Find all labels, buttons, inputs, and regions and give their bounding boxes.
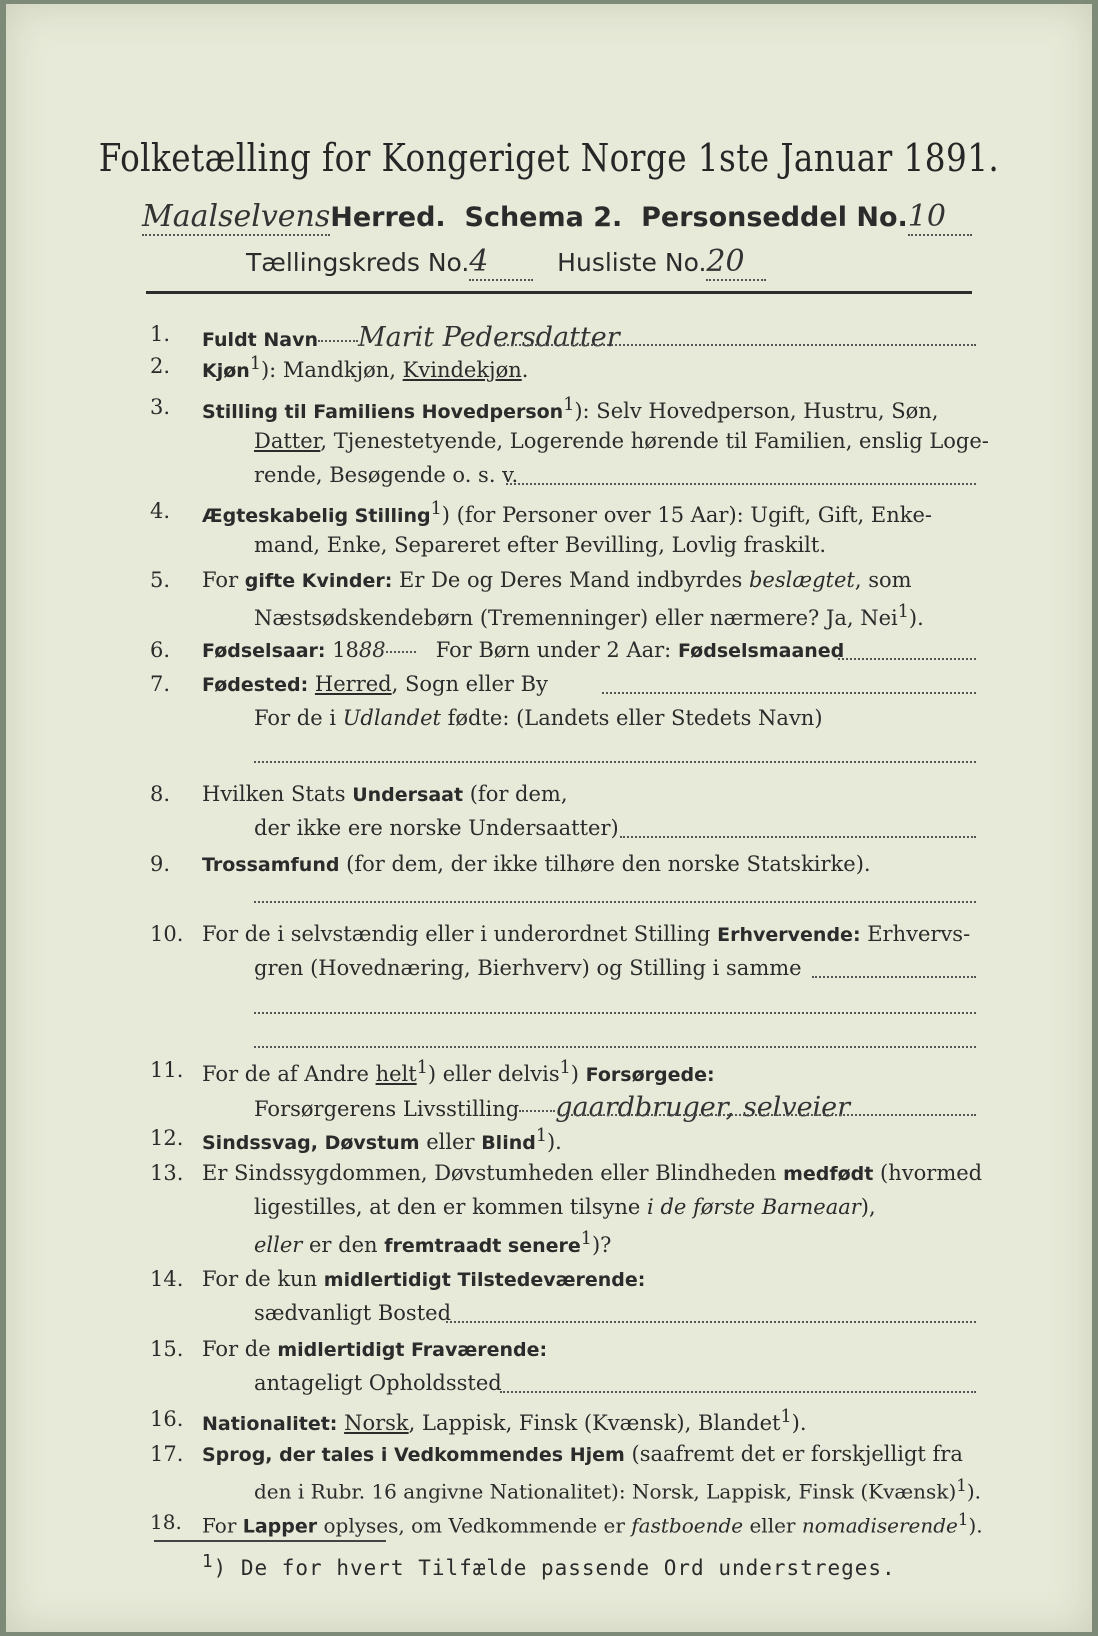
- question-text: i de første Barneaar: [647, 1195, 861, 1219]
- question-number: 6.: [150, 638, 171, 662]
- answer-line: [254, 1046, 976, 1048]
- question-text: Forsørgerens Livsstilling: [254, 1097, 520, 1121]
- question-number: 13.: [150, 1161, 184, 1185]
- question-label: Fødselsaar:: [202, 640, 326, 662]
- question-number: 9.: [150, 852, 171, 876]
- answer-line: [838, 658, 976, 660]
- question-text: ).: [908, 606, 924, 630]
- question-text: ),: [860, 1195, 876, 1219]
- question-text: er den: [302, 1233, 385, 1257]
- question-number: 7.: [150, 672, 171, 696]
- provider-occupation-value: gaardbruger, selveier: [555, 1092, 851, 1123]
- question-text: sædvanligt Bosted: [254, 1301, 452, 1325]
- question-text: nomadiserende: [801, 1513, 958, 1538]
- question-text: den i Rubr. 16 angivne Nationalitet): Norsk, Lappisk, Finsk (Kvænsk): [254, 1479, 957, 1504]
- taellingskreds-label: Tællingskreds No.: [246, 248, 470, 277]
- answer-line: [620, 836, 976, 838]
- answer-line: [602, 692, 976, 694]
- question-label: Fødested:: [202, 674, 309, 696]
- question-text: antageligt Opholdssted: [254, 1371, 502, 1395]
- husliste-label: Husliste No.: [557, 248, 707, 277]
- question-text: For de i selvstændig eller i underordnet Stilling: [202, 922, 718, 946]
- question-text: For: [202, 568, 245, 592]
- footnote: [202, 1552, 896, 1580]
- question-text: oplyses, om Vedkommende er: [317, 1513, 632, 1538]
- question-text: rende, Besøgende o. s. v.: [254, 463, 519, 487]
- question-text: (saafremt det er forskjelligt fra: [624, 1442, 963, 1466]
- question-number: 17.: [150, 1442, 184, 1466]
- header-line-kreds: [246, 244, 766, 281]
- question-text: Udlandet: [342, 706, 441, 730]
- husliste-value: 20: [706, 244, 745, 279]
- question-text: eller: [254, 1233, 303, 1257]
- question-number: 12.: [150, 1126, 184, 1150]
- footnote-marker: 1: [202, 1552, 214, 1572]
- question-text: For de kun: [202, 1267, 324, 1291]
- underlined-option: Kvindekjøn: [402, 358, 522, 382]
- question-text: eller: [743, 1513, 802, 1538]
- taellingskreds-value: 4: [469, 244, 489, 279]
- underlined-option: Norsk: [344, 1411, 409, 1435]
- personseddel-label: Personseddel No.: [641, 202, 908, 233]
- question-text: ).: [546, 1130, 562, 1154]
- question-label: Fuldt Navn: [202, 329, 319, 351]
- question-text: Er De og Deres Mand indbyrdes: [392, 568, 749, 592]
- question-text: fastboende: [631, 1513, 744, 1538]
- answer-line: [254, 761, 976, 763]
- question-label: Fødselsmaaned: [677, 640, 845, 662]
- question-number: 8.: [150, 782, 171, 806]
- question-text: eller: [419, 1130, 482, 1154]
- header-rule: [146, 291, 972, 294]
- question-number: 18.: [150, 1510, 182, 1534]
- question-label: fremtraadt senere: [384, 1235, 581, 1257]
- question-text: For Børn under 2 Aar:: [435, 638, 672, 662]
- year-prefix: 18: [332, 638, 359, 662]
- question-text: (for dem, der ikke tilhøre den norske Statskirke).: [339, 852, 871, 876]
- question-number: 11.: [150, 1058, 184, 1082]
- answer-line: [812, 976, 976, 978]
- schema-label: Schema 2.: [464, 202, 623, 233]
- question-text: beslægtet: [748, 568, 855, 592]
- underlined-option: Herred: [314, 672, 392, 696]
- answer-line: [254, 901, 976, 903]
- footnote-marker: 1: [249, 354, 261, 374]
- question-text: Erhvervs-: [860, 922, 971, 946]
- question-number: 16.: [150, 1407, 184, 1431]
- answer-line: [496, 344, 976, 346]
- question-label: Undersaat: [352, 784, 464, 806]
- question-text: , Tjenestetyende, Logerende hørende til Familien, enslig Loge-: [320, 429, 989, 453]
- question-number: 2.: [150, 354, 171, 378]
- answer-line: [254, 1012, 976, 1014]
- underlined-option: helt: [375, 1062, 417, 1086]
- question-text: Er Sindssygdommen, Døvstumheden eller Blindheden: [202, 1161, 784, 1185]
- personseddel-value: 10: [907, 199, 946, 234]
- question-label: Blind: [481, 1132, 536, 1154]
- question-text: ).: [791, 1411, 807, 1435]
- question-text: Næstsødskendebørn (Tremenninger) eller nærmere? Ja, Nei: [254, 606, 898, 630]
- question-number: 4.: [150, 499, 171, 523]
- question-text: For de i: [254, 706, 343, 730]
- herred-label: Herred.: [330, 202, 446, 233]
- question-text: ): Selv Hovedperson, Hustru, Søn,: [574, 399, 939, 423]
- question-number: 15.: [150, 1337, 184, 1361]
- footnote-rule: [154, 1540, 386, 1542]
- census-form-page: Folketælling for Kongeriget Norge 1ste Januar 1891. MaalselvensHerred. Schema 2. Personseddel No.10 Tællingskreds No.4 Husliste No.20 1. Fuldt Navn Marit Pedersdatter 2. Kjøn$^1$): Mandkjøn, Kvindekjøn. 3. Stilling til Familiens Hovedperson$^1$): Selv Hovedperson, Hustru, Søn, Datter, Tjenestetyende, Logerende hørende til Familien, enslig Loge- rende, Besøgende o. s. v. 4. Ægteskabelig Stilling$^1$) (for Personer over 15 Aar): Ugift, Gift, Enke- mand, Enke, Separeret efter Bevilling, Lovlig fraskilt. 5. For gifte Kvinder: Er De og Deres Mand indbyrdes beslægtet, som Næstsødskendebørn (Tremenninger) eller nærmere? Ja, Nei$^1$). 6. Fødselsaar: 1888 For Børn under 2 Aar: Fødselsmaaned 7. Fødested: Herred, Sogn eller By For de i Udlandet fødte: (Landets eller Stedets Navn) 8. Hvilken Stats Undersaat (for dem, der ikke ere norske Undersaatter) 9. Trossamfund (for dem, der ikke tilhøre den norske Statskirke). 10. For de i selvstændig eller i underordnet Stilling Erhvervende: Erhvervs- gren (Hovednæring, Bierhverv) og Stilling i samme 11. For de af Andre helt$^1$) eller delvis$^1$) Forsørgede: Forsørgerens Livsstilling gaardbruger, selveier 12. Sindssvag, Døvstum eller Blind$^1$). 13. Er Sindssygdommen, Døvstumheden eller Blindheden medfødt (hvormed ligestilles, at den er kommen tilsyne i de første Barneaar), eller er den fremtraadt senere$^1$)? 14. For de kun midlertidigt Tilstedeværende: sædvanligt Bosted 15. For de midlertidigt Fraværende: antageligt Opholdssted 16. Nationalitet: Norsk, Lappisk, Finsk (Kvænsk), Blandet$^1$). 17. Sprog, der tales i Vedkommendes Hjem (saafremt det er forskjelligt fra den i Rubr. 16 angivne Nationalitet): Norsk, Lappisk, Finsk (Kvænsk)$^1$). 18. For Lapper oplyses, om Vedkommende er fastboende eller nomadiserende$^1$). $^1$) De for hvert Tilfælde passende Ord understreges.: [6, 4, 1092, 1632]
- question-text: fødte: (Landets eller Stedets Navn): [440, 706, 823, 730]
- question-label: Erhvervende:: [717, 924, 861, 946]
- herred-value: Maalselvens: [142, 199, 331, 234]
- question-text: ) eller delvis: [427, 1062, 560, 1086]
- question-text: , som: [854, 568, 912, 592]
- question-label: Stilling til Familiens Hovedperson: [202, 401, 564, 423]
- question-text: (for dem,: [463, 782, 568, 806]
- question-number: 10.: [150, 922, 184, 946]
- question-label: Nationalitet:: [202, 1413, 338, 1435]
- question-text: der ikke ere norske Undersaatter): [254, 816, 619, 840]
- question-text: (hvormed: [873, 1161, 983, 1185]
- question-text: ligestilles, at den er kommen tilsyne: [254, 1195, 648, 1219]
- question-label: Forsørgede:: [585, 1064, 715, 1086]
- header-line-herred: [142, 199, 972, 236]
- form-title: Folketælling for Kongeriget Norge 1ste Januar 1891.: [98, 136, 1000, 180]
- question-text: )?: [591, 1233, 612, 1257]
- question-label: midlertidigt Tilstedeværende:: [323, 1269, 646, 1291]
- question-label: Sindssvag, Døvstum: [202, 1132, 420, 1154]
- birth-year-value: 88: [358, 638, 386, 662]
- question-text: , Sogn eller By: [391, 672, 548, 696]
- question-number: 14.: [150, 1267, 184, 1291]
- answer-line: [446, 1321, 976, 1323]
- question-text: ): [570, 1062, 586, 1086]
- question-label: Trossamfund: [202, 854, 340, 876]
- answer-line: [506, 483, 976, 485]
- question-number: 3.: [150, 395, 171, 419]
- question-text: Hvilken Stats: [202, 782, 353, 806]
- answer-line: [500, 1391, 976, 1393]
- question-number: 5.: [150, 568, 171, 592]
- question-text: For de: [202, 1337, 278, 1361]
- question-text: .: [521, 358, 529, 382]
- question-label: Ægteskabelig Stilling: [202, 505, 431, 527]
- question-text: mand, Enke, Separeret efter Bevilling, Lovlig fraskilt.: [254, 533, 827, 557]
- question-text: ).: [966, 1479, 982, 1504]
- question-text: For: [202, 1513, 243, 1538]
- question-label: midlertidigt Fraværende:: [277, 1339, 548, 1361]
- question-label: medfødt: [783, 1163, 874, 1185]
- question-label: Sprog, der tales i Vedkommendes Hjem: [202, 1444, 625, 1466]
- answer-line: [560, 1114, 976, 1116]
- question-text: ) (for Personer over 15 Aar): Ugift, Gift, Enke-: [441, 503, 932, 527]
- question-label: Kjøn: [202, 360, 250, 382]
- question-label: gifte Kvinder:: [244, 570, 393, 592]
- question-label: Lapper: [242, 1515, 318, 1538]
- underlined-option: Datter: [254, 429, 321, 453]
- question-text: For de af Andre: [202, 1062, 376, 1086]
- question-number: 1.: [150, 322, 171, 346]
- full-name-value: Marit Pedersdatter: [358, 322, 620, 353]
- question-text: ).: [968, 1513, 983, 1538]
- question-text: , Lappisk, Finsk (Kvænsk), Blandet: [408, 1411, 781, 1435]
- question-text: gren (Hovednæring, Bierhverv) og Stilling i samme: [254, 956, 802, 980]
- footnote-text: ) De for hvert Tilfælde passende Ord understreges.: [213, 1556, 896, 1580]
- question-text: ): Mandkjøn,: [260, 358, 403, 382]
